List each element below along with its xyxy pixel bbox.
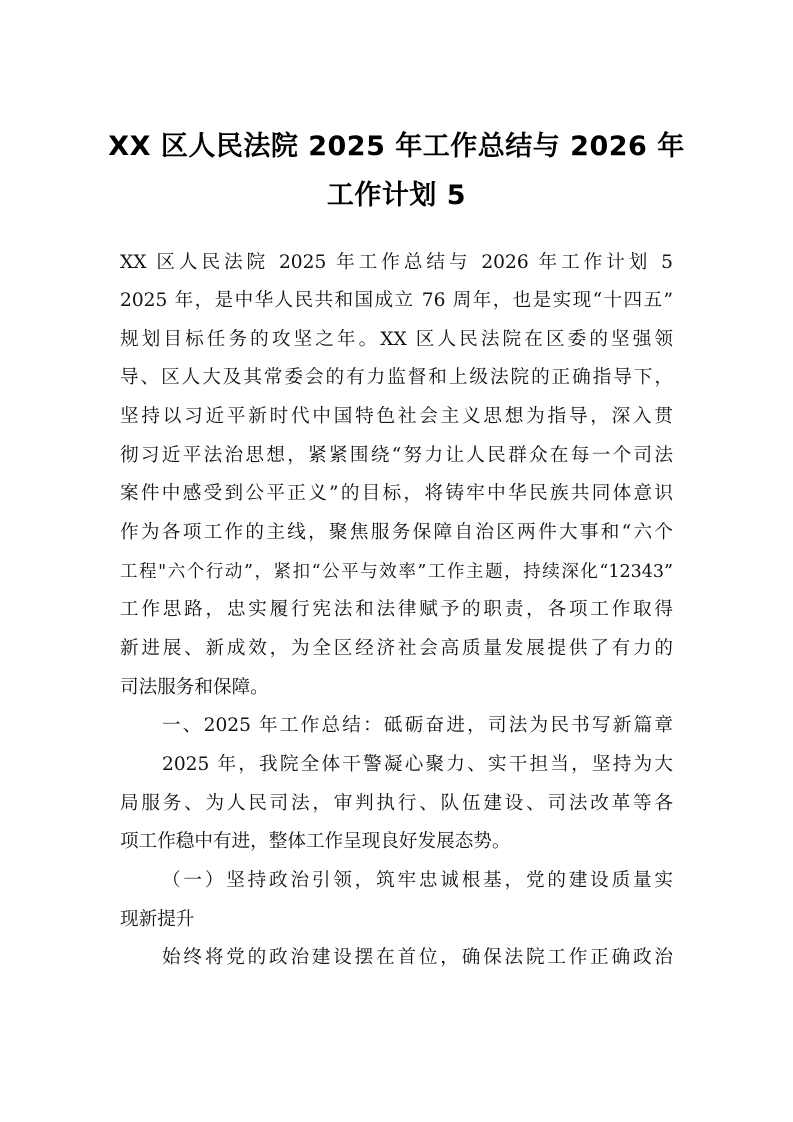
body-line: 2025 年，是中华人民共和国成立 76 周年，也是实现“十四五” [120, 290, 673, 311]
body-line: 局服务、为人民司法，审判执行、队伍建设、司法改革等各 [120, 793, 673, 814]
document-title-line-1: XX 区人民法院 2025 年工作总结与 2026 年 [108, 131, 685, 162]
subsection-heading-continued: 现新提升 [120, 909, 195, 930]
body-line: 2025 年，我院全体干警凝心聚力、实干担当，坚持为大 [162, 754, 673, 775]
body-line: 彻习近平法治思想，紧紧围绕“努力让人民群众在每一个司法 [120, 445, 673, 466]
body-line: 司法服务和保障。 [120, 677, 269, 698]
body-line: 新进展、新成效，为全区经济社会高质量发展提供了有力的 [120, 638, 673, 659]
document-title-line-2: 工作计划 5 [326, 180, 467, 211]
body-line: 作为各项工作的主线，聚焦服务保障自治区两件大事和“六个 [120, 522, 673, 543]
section-heading: 一、2025 年工作总结：砥砺奋进，司法为民书写新篇章 [162, 715, 673, 736]
body-line: 工程"六个行动”，紧扣“公平与效率”工作主题，持续深化“12343” [120, 562, 673, 582]
body-line: 导、区人大及其常委会的有力监督和上级法院的正确指导下， [120, 367, 673, 388]
body-line: 工作思路，忠实履行宪法和法律赋予的职责，各项工作取得 [120, 599, 673, 620]
body-line: 坚持以习近平新时代中国特色社会主义思想为指导，深入贯 [120, 406, 673, 427]
body-line: 案件中感受到公平正义”的目标，将铸牢中华民族共同体意识 [120, 483, 673, 504]
body-line: 项工作稳中有进，整体工作呈现良好发展态势。 [120, 831, 511, 852]
body-line: XX 区人民法院 2025 年工作总结与 2026 年工作计划 5 [120, 252, 673, 273]
subsection-heading: （一）坚持政治引领，筑牢忠诚根基，党的建设质量实 [162, 870, 673, 891]
body-line: 始终将党的政治建设摆在首位，确保法院工作正确政治 [162, 947, 673, 968]
body-line: 规划目标任务的攻坚之年。XX 区人民法院在区委的坚强领 [120, 329, 673, 350]
